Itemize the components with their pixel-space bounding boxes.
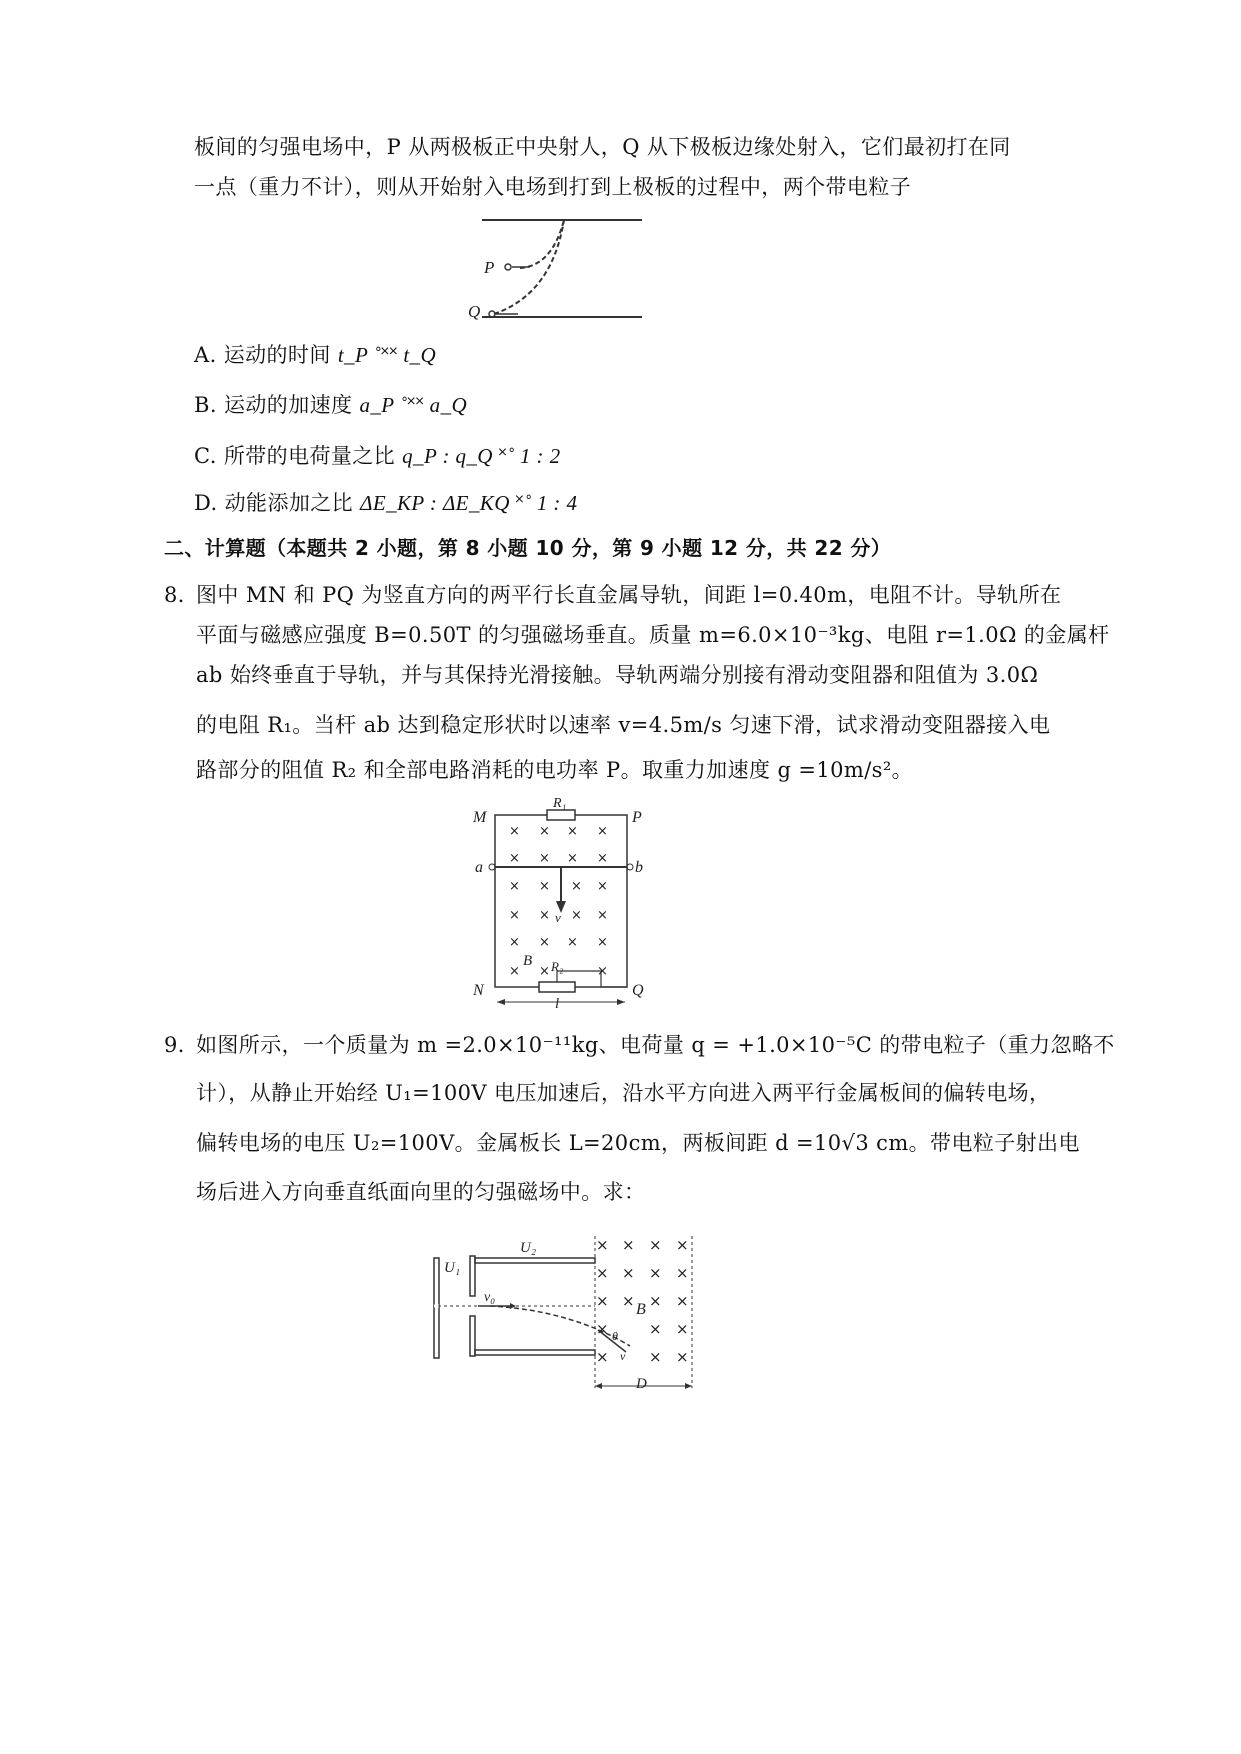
svg-text:×: × <box>622 1236 635 1254</box>
figure-1-plates <box>468 214 642 324</box>
option-c <box>194 441 560 471</box>
label-q-rail: Q <box>632 982 644 999</box>
svg-text:×: × <box>509 964 520 979</box>
label-n: N <box>473 982 484 999</box>
svg-text:×: × <box>676 1292 689 1310</box>
label-theta: θ <box>612 1329 618 1343</box>
svg-text:×: × <box>539 851 550 866</box>
svg-text:×: × <box>596 1292 609 1310</box>
label-r2: R₂ <box>551 959 564 974</box>
svg-text:×: × <box>649 1348 662 1366</box>
svg-text:×: × <box>622 1292 635 1310</box>
q8-line-4: 的电阻 R₁。当杆 ab 达到稳定形状时以速率 v=4.5m/s 匀速下滑，试求滑动变阻器接入电 <box>196 713 1051 737</box>
label-p: P <box>484 258 495 277</box>
svg-text:×: × <box>596 1320 609 1338</box>
option-d-text: 动能添加之比 <box>224 491 354 515</box>
label-a: a <box>475 859 483 876</box>
q8-line-5: 路部分的阻值 R₂ 和全部电路消耗的电功率 P。取重力加速度 g =10m/s²。 <box>196 758 914 782</box>
lower-plate <box>475 1350 595 1355</box>
svg-text:×: × <box>597 824 608 839</box>
label-u2: U₂ <box>520 1240 537 1256</box>
q8-line-3: ab 始终垂直于导轨，并与其保持光滑接触。导轨两端分别接有滑动变阻器和阻值为 3.0Ω <box>196 663 1039 687</box>
particle-p <box>505 264 511 270</box>
label-b-field: B <box>523 953 533 969</box>
option-d-expr: ΔE_KP : ΔE_KQ ˟˚ 1 : 4 <box>360 491 578 515</box>
q9-line-1: 如图所示，一个质量为 m =2.0×10⁻¹¹kg、电荷量 q = +1.0×10⁻⁵C 的带电粒子（重力忽略不 <box>196 1033 1115 1057</box>
svg-text:×: × <box>597 964 608 979</box>
label-v: v <box>555 910 561 925</box>
label-p-rail: P <box>632 809 642 826</box>
option-a-text: 运动的时间 <box>223 343 331 367</box>
option-b-expr: a_P ˚˟˟ a_Q <box>359 393 468 417</box>
svg-text:×: × <box>567 851 578 866</box>
svg-text:×: × <box>597 851 608 866</box>
svg-text:×: × <box>571 879 582 894</box>
figure-2-rails <box>475 795 655 1010</box>
label-d-width: D <box>636 1376 647 1392</box>
option-b <box>194 390 467 420</box>
resistor-r2 <box>539 982 575 992</box>
label-b-mag: B <box>636 1301 646 1318</box>
option-b-text: 运动的加速度 <box>224 393 353 417</box>
svg-text:×: × <box>649 1264 662 1282</box>
svg-text:×: × <box>596 1264 609 1282</box>
svg-text:×: × <box>509 824 520 839</box>
label-u1: U₁ <box>444 1260 461 1276</box>
resistor-r1 <box>547 810 575 820</box>
option-b-label: B. <box>194 393 217 417</box>
q8-line-1: 图中 MN 和 PQ 为竖直方向的两平行长直金属导轨，间距 l=0.40m，电阻不计。导轨所在 <box>196 583 1062 607</box>
option-c-label: C. <box>194 444 217 468</box>
svg-text:×: × <box>649 1292 662 1310</box>
svg-text:×: × <box>597 908 608 923</box>
option-d <box>194 488 577 518</box>
svg-text:×: × <box>539 964 550 979</box>
svg-text:×: × <box>676 1320 689 1338</box>
svg-text:×: × <box>597 935 608 950</box>
trajectory-p <box>520 220 564 268</box>
q8-number: 8． <box>164 583 200 607</box>
label-r1: R₁ <box>553 796 567 811</box>
svg-text:×: × <box>571 908 582 923</box>
svg-text:×: × <box>676 1264 689 1282</box>
option-a-expr: t_P ˚˟˟ t_Q <box>337 343 437 367</box>
svg-text:×: × <box>676 1236 689 1254</box>
label-q: Q <box>468 302 481 321</box>
svg-text:×: × <box>509 851 520 866</box>
figure-3-deflection <box>430 1228 720 1398</box>
svg-text:×: × <box>509 935 520 950</box>
label-v0: v₀ <box>484 1290 496 1305</box>
svg-text:×: × <box>567 935 578 950</box>
deflected-path <box>490 1306 630 1346</box>
q9-line-4: 场后进入方向垂直纸面向里的匀强磁场中。求： <box>196 1180 646 1204</box>
label-v-exit: v <box>620 1349 626 1363</box>
svg-text:×: × <box>539 824 550 839</box>
svg-text:×: × <box>596 1236 609 1254</box>
label-l: l <box>555 996 560 1012</box>
svg-text:×: × <box>596 1348 609 1366</box>
svg-text:×: × <box>622 1264 635 1282</box>
svg-text:×: × <box>539 908 550 923</box>
option-d-label: D. <box>194 491 218 515</box>
option-a <box>194 340 436 370</box>
q9-line-3: 偏转电场的电压 U₂=100V。金属板长 L=20cm，两板间距 d =10√3 cm。带电粒子射出电 <box>196 1131 1080 1155</box>
intro-line-2: 一点（重力不计），则从开始射入电场到打到上极板的过程中，两个带电粒子 <box>194 175 912 199</box>
section-heading: 二、计算题（本题共 2 小题，第 8 小题 10 分，第 9 小题 12 分，共 22 分） <box>164 536 892 560</box>
q9-number: 9． <box>164 1033 200 1057</box>
intro-line-1: 板间的匀强电场中，P 从两极板正中央射人，Q 从下极板边缘处射入，它们最初打在同 <box>194 135 1011 159</box>
svg-text:×: × <box>509 908 520 923</box>
option-a-label: A. <box>194 343 217 367</box>
svg-text:×: × <box>567 824 578 839</box>
svg-text:×: × <box>539 935 550 950</box>
accel-plate <box>434 1258 439 1358</box>
label-b: b <box>635 859 643 876</box>
svg-text:×: × <box>509 879 520 894</box>
upper-plate <box>475 1258 595 1263</box>
q9-line-2: 计），从静止开始经 U₁=100V 电压加速后，沿水平方向进入两平行金属板间的偏转电场， <box>196 1081 1051 1105</box>
svg-text:×: × <box>539 879 550 894</box>
q8-line-2: 平面与磁感应强度 B=0.50T 的匀强磁场垂直。质量 m=6.0×10⁻³kg、电阻 r=1.0Ω 的金属杆 <box>196 623 1110 647</box>
svg-text:×: × <box>676 1348 689 1366</box>
option-c-text: 所带的电荷量之比 <box>223 444 396 468</box>
option-c-expr: q_P : q_Q ˟˚ 1 : 2 <box>402 444 561 468</box>
svg-text:×: × <box>597 879 608 894</box>
svg-text:×: × <box>649 1320 662 1338</box>
svg-text:×: × <box>649 1236 662 1254</box>
label-m: M <box>473 809 487 826</box>
